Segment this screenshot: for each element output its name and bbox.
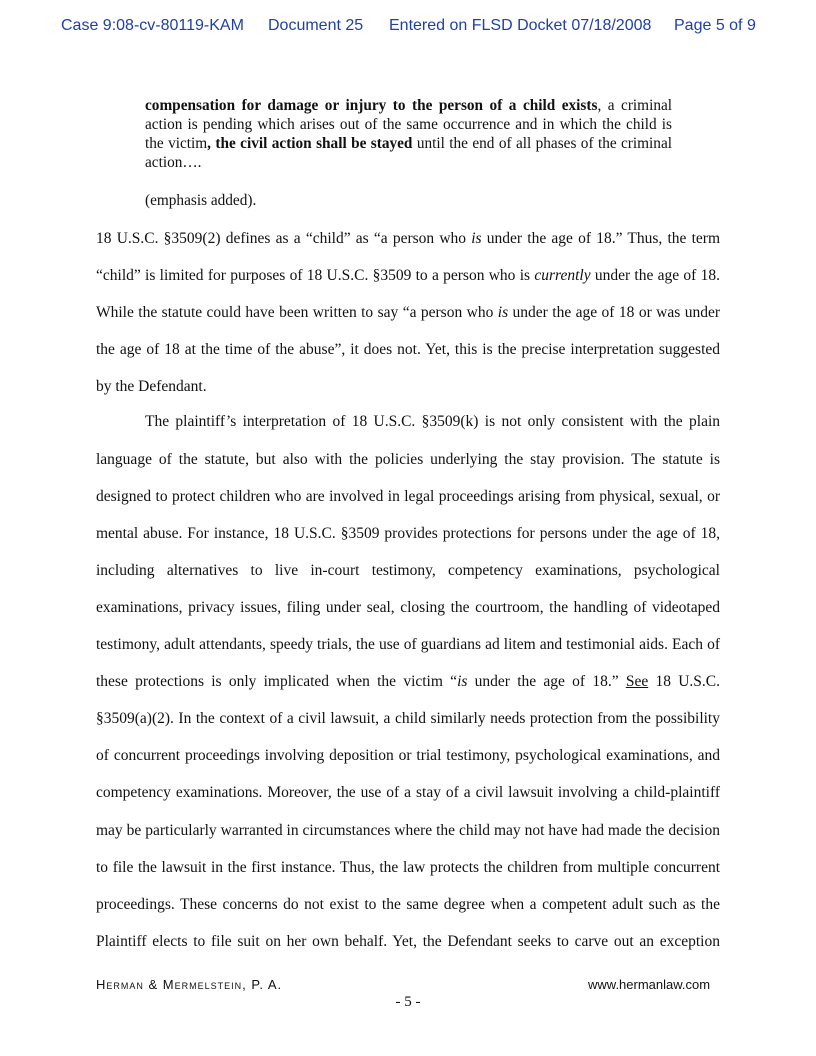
footer-website: www.hermanlaw.com xyxy=(588,977,711,992)
text-line xyxy=(96,709,720,729)
text-run: by the Defendant. xyxy=(96,378,207,395)
text-run: is xyxy=(457,673,468,690)
header-docket-entry: Entered on FLSD Docket 07/18/2008 xyxy=(389,17,652,34)
text-line xyxy=(145,96,672,115)
text-line xyxy=(96,746,720,766)
text-run: to file the lawsuit in the first instance. Thus, the law protects the children from multiple concurrent xyxy=(96,859,720,876)
text-run: under the age of 18.” xyxy=(467,673,626,690)
text-line xyxy=(96,932,720,952)
header-page-count: Page 5 of 9 xyxy=(674,17,756,34)
text-run: competency examinations. Moreover, the use of a stay of a civil lawsuit involving a child-plaintiff xyxy=(96,784,720,801)
text-line xyxy=(145,153,672,172)
text-run: Plaintiff elects to file suit on her own behalf. Yet, the Defendant seeks to carve out an exception xyxy=(96,933,720,950)
text-run: until the end of all phases of the criminal xyxy=(412,135,672,152)
text-run: under the age of 18. xyxy=(590,267,720,284)
text-run: action is pending which arises out of the same occurrence and in which the child is xyxy=(145,116,672,133)
text-line xyxy=(96,487,720,507)
header-case-number: Case 9:08-cv-80119-KAM xyxy=(61,17,244,34)
text-run: 18 U.S.C. xyxy=(648,673,721,690)
text-line xyxy=(96,783,720,803)
text-run: , the civil action shall be stayed xyxy=(207,135,413,152)
text-run: the victim xyxy=(145,135,208,152)
text-line xyxy=(96,635,720,655)
text-run: may be particularly warranted in circumstances where the child may not have had made the decision xyxy=(96,822,720,839)
text-run: proceedings. These concerns do not exist to the same degree when a competent adult such as the xyxy=(96,896,720,913)
text-run: 18 U.S.C. §3509(2) defines as a “child” as “a person who xyxy=(96,230,472,247)
text-line xyxy=(96,377,720,397)
text-run: , a criminal xyxy=(597,97,673,114)
text-run: designed to protect children who are involved in legal proceedings arising from physical, sexual, or xyxy=(96,488,720,505)
text-run: the age of 18 at the time of the abuse”, it does not. Yet, this is the precise interpretation suggested xyxy=(96,341,720,358)
text-run: currently xyxy=(534,267,591,284)
text-run: is xyxy=(497,304,509,321)
text-run: these protections is only implicated when the victim “ xyxy=(96,673,458,690)
text-line xyxy=(96,598,720,618)
text-line xyxy=(145,115,672,134)
text-run: mental abuse. For instance, 18 U.S.C. §3509 provides protections for persons under the age of 18, xyxy=(96,525,720,542)
text-line xyxy=(96,858,720,878)
text-line xyxy=(96,821,720,841)
text-line xyxy=(145,134,672,153)
text-line xyxy=(96,524,720,544)
text-run: The plaintiff’s interpretation of 18 U.S.C. §3509(k) is not only consistent with the plain xyxy=(145,413,720,430)
text-line xyxy=(145,412,720,432)
text-line xyxy=(96,229,720,249)
text-run: action…. xyxy=(145,154,202,171)
text-run: is xyxy=(471,230,482,247)
text-run: examinations, privacy issues, filing under seal, closing the courtroom, the handling of videotaped xyxy=(96,599,720,616)
text-run: §3509(a)(2). In the context of a civil lawsuit, a child similarly needs protection from the possibility xyxy=(96,710,720,727)
text-run: including alternatives to live in-court testimony, competency examinations, psychological xyxy=(96,562,720,579)
header-document-number: Document 25 xyxy=(268,17,364,34)
citation-signal: See xyxy=(625,673,649,690)
page-number: - 5 - xyxy=(395,994,421,1010)
text-line xyxy=(96,672,720,692)
text-run: “child” is limited for purposes of 18 U.S.C. §3509 to a person who is xyxy=(96,267,535,284)
text-line xyxy=(96,561,720,581)
footer-firm-name: Herman & Mermelstein, P. A. xyxy=(96,977,283,992)
text-line xyxy=(96,340,720,360)
text-line xyxy=(96,895,720,915)
text-line xyxy=(96,266,720,286)
text-run: under the age of 18 or was under xyxy=(508,304,720,321)
text-run: language of the statute, but also with the policies underlying the stay provision. The statute is xyxy=(96,451,720,468)
text-run: of concurrent proceedings involving deposition or trial testimony, psychological examinations, and xyxy=(96,747,720,764)
text-line xyxy=(96,450,720,470)
text-run: under the age of 18.” Thus, the term xyxy=(481,230,720,247)
text-run: compensation for damage or injury to the person of a child exists xyxy=(145,97,598,114)
text-line xyxy=(96,303,720,323)
text-run: testimony, adult attendants, speedy trials, the use of guardians ad litem and testimonial aids. Each of xyxy=(96,636,720,653)
emphasis-note: (emphasis added). xyxy=(145,192,257,209)
text-run: While the statute could have been written to say “a person who xyxy=(96,304,498,321)
